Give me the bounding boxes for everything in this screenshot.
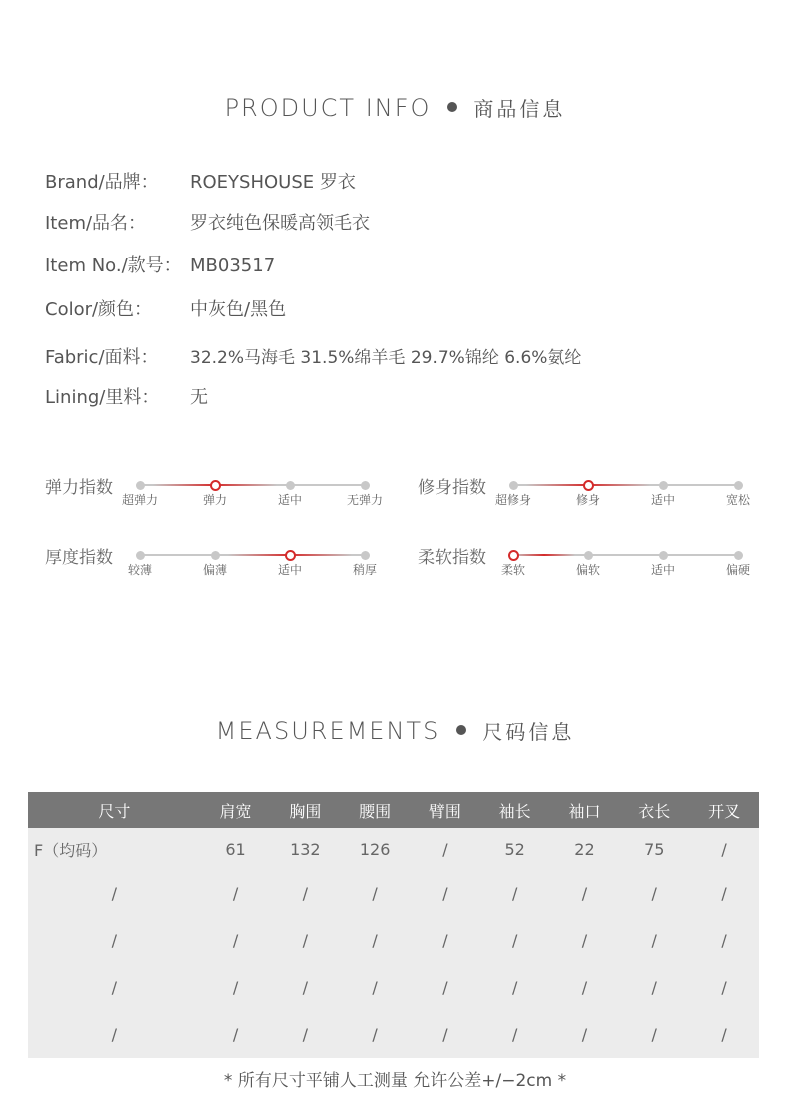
table-cell: 22 <box>550 828 620 870</box>
table-cell: / <box>340 870 410 917</box>
gauge-tick-label: 超弹力 <box>121 493 159 507</box>
header-cell: 袖长 <box>480 792 550 828</box>
table-cell: / <box>550 917 620 964</box>
header-cell: 臂围 <box>410 792 480 828</box>
gauge-tick-label: 稍厚 <box>352 563 378 577</box>
product-info-title-en: PRODUCT INFO <box>224 94 432 122</box>
gauge-marker-selected <box>583 480 594 491</box>
gauge-tick-label: 适中 <box>650 563 676 577</box>
table-cell: / <box>689 828 759 870</box>
gauge-marker <box>584 551 593 560</box>
gauge-tick-label: 宽松 <box>725 493 751 507</box>
gauge-tick-label: 适中 <box>277 563 303 577</box>
gauge-marker <box>509 481 518 490</box>
gauge-marker-selected <box>210 480 221 491</box>
info-label: Fabric/面料： <box>45 347 159 368</box>
table-cell: / <box>28 870 201 917</box>
header-cell: 胸围 <box>270 792 340 828</box>
gauge-tick-label: 适中 <box>277 493 303 507</box>
gauge-marker <box>659 481 668 490</box>
info-label: Lining/里料： <box>45 387 160 408</box>
gauge-tick-label: 弹力 <box>202 493 228 507</box>
measurements-title-cn: 尺码信息 <box>482 720 575 744</box>
gauge-tick-label: 超修身 <box>494 493 532 507</box>
info-value: 罗衣纯色保暖高领毛衣 <box>190 213 370 234</box>
title-dot <box>447 102 457 112</box>
table-cell: / <box>410 1011 480 1058</box>
gauge-marker-selected <box>508 550 519 561</box>
table-cell: / <box>480 917 550 964</box>
info-label: Item No./款号： <box>45 255 182 276</box>
product-info-title-cn: 商品信息 <box>473 97 566 121</box>
table-cell: / <box>270 1011 340 1058</box>
table-cell: / <box>28 917 201 964</box>
info-value: 32.2%马海毛 31.5%绵羊毛 29.7%锦纶 6.6%氨纶 <box>190 348 582 368</box>
table-cell: / <box>28 964 201 1011</box>
gauge-marker <box>361 551 370 560</box>
table-cell: / <box>689 870 759 917</box>
table-cell: / <box>689 964 759 1011</box>
gauge-name: 柔软指数 <box>418 548 486 568</box>
table-cell: 75 <box>619 828 689 870</box>
table-cell: / <box>480 964 550 1011</box>
gauge-tick-label: 偏软 <box>575 563 601 577</box>
info-value: MB03517 <box>190 255 276 276</box>
gauge-marker <box>211 551 220 560</box>
table-row <box>28 917 759 964</box>
gauge-marker <box>136 551 145 560</box>
table-cell: / <box>619 870 689 917</box>
table-cell: / <box>270 917 340 964</box>
table-row <box>28 870 759 917</box>
table-cell: / <box>410 917 480 964</box>
table-cell: / <box>550 964 620 1011</box>
gauge-tick-label: 无弹力 <box>346 493 384 507</box>
header-cell: 腰围 <box>340 792 410 828</box>
measurements-title <box>0 716 790 745</box>
table-cell: / <box>619 1011 689 1058</box>
gauge-tick-label: 修身 <box>575 493 601 507</box>
table-cell: / <box>201 964 271 1011</box>
gauge-highlight <box>513 554 575 556</box>
table-cell: F（均码） <box>28 828 201 870</box>
table-cell: / <box>550 870 620 917</box>
table-cell: 61 <box>201 828 271 870</box>
table-cell: / <box>410 870 480 917</box>
table-cell: / <box>270 870 340 917</box>
info-row-item <box>45 209 370 235</box>
table-cell: / <box>480 1011 550 1058</box>
title-dot <box>456 725 466 735</box>
gauge-marker <box>659 551 668 560</box>
gauge-marker-selected <box>285 550 296 561</box>
info-label: Brand/品牌： <box>45 172 159 193</box>
table-cell: / <box>340 917 410 964</box>
gauge-tick-label: 适中 <box>650 493 676 507</box>
gauge-tick-label: 偏硬 <box>725 563 751 577</box>
product-info-title <box>0 93 790 122</box>
table-cell: 52 <box>480 828 550 870</box>
gauge-tick-label: 偏薄 <box>202 563 228 577</box>
table-cell: / <box>619 964 689 1011</box>
gauge-marker <box>136 481 145 490</box>
measurements-title-en: MEASUREMENTS <box>215 717 441 745</box>
table-row <box>28 828 759 870</box>
gauge-marker <box>361 481 370 490</box>
info-row-brand <box>45 168 356 194</box>
table-cell: 126 <box>340 828 410 870</box>
table-header-row <box>28 792 759 828</box>
header-cell: 尺寸 <box>28 792 201 828</box>
table-cell: / <box>340 964 410 1011</box>
header-cell: 开叉 <box>689 792 759 828</box>
gauge-marker <box>734 481 743 490</box>
measurements-table <box>28 792 759 1058</box>
table-cell: / <box>201 870 271 917</box>
info-label: Color/颜色： <box>45 299 153 320</box>
table-cell: / <box>410 964 480 1011</box>
header-cell: 衣长 <box>619 792 689 828</box>
gauge-name: 修身指数 <box>418 478 486 498</box>
info-value: ROEYSHOUSE 罗衣 <box>190 172 356 193</box>
info-value: 无 <box>190 387 208 408</box>
info-row-item-no <box>45 251 275 277</box>
table-cell: / <box>270 964 340 1011</box>
header-cell: 肩宽 <box>201 792 271 828</box>
table-cell: / <box>340 1011 410 1058</box>
info-row-lining <box>45 383 208 409</box>
table-row <box>28 964 759 1011</box>
info-row-fabric <box>45 343 581 369</box>
table-row <box>28 1011 759 1058</box>
table-cell: / <box>480 870 550 917</box>
gauge-tick-label: 柔软 <box>500 563 526 577</box>
gauge-name: 弹力指数 <box>45 478 113 498</box>
table-cell: / <box>689 1011 759 1058</box>
measurement-note: * 所有尺寸平铺人工测量 允许公差+/−2cm * <box>223 1071 567 1091</box>
table-cell: / <box>201 917 271 964</box>
table-cell: / <box>201 1011 271 1058</box>
header-cell: 袖口 <box>550 792 620 828</box>
gauge-name: 厚度指数 <box>45 548 113 568</box>
table-cell: / <box>410 828 480 870</box>
info-row-color <box>45 295 286 321</box>
table-cell: / <box>28 1011 201 1058</box>
info-label: Item/品名： <box>45 213 147 234</box>
table-cell: 132 <box>270 828 340 870</box>
gauge-tick-label: 较薄 <box>127 563 153 577</box>
table-cell: / <box>689 917 759 964</box>
table-cell: / <box>550 1011 620 1058</box>
gauge-marker <box>286 481 295 490</box>
info-value: 中灰色/黑色 <box>190 299 287 320</box>
gauge-marker <box>734 551 743 560</box>
table-cell: / <box>619 917 689 964</box>
